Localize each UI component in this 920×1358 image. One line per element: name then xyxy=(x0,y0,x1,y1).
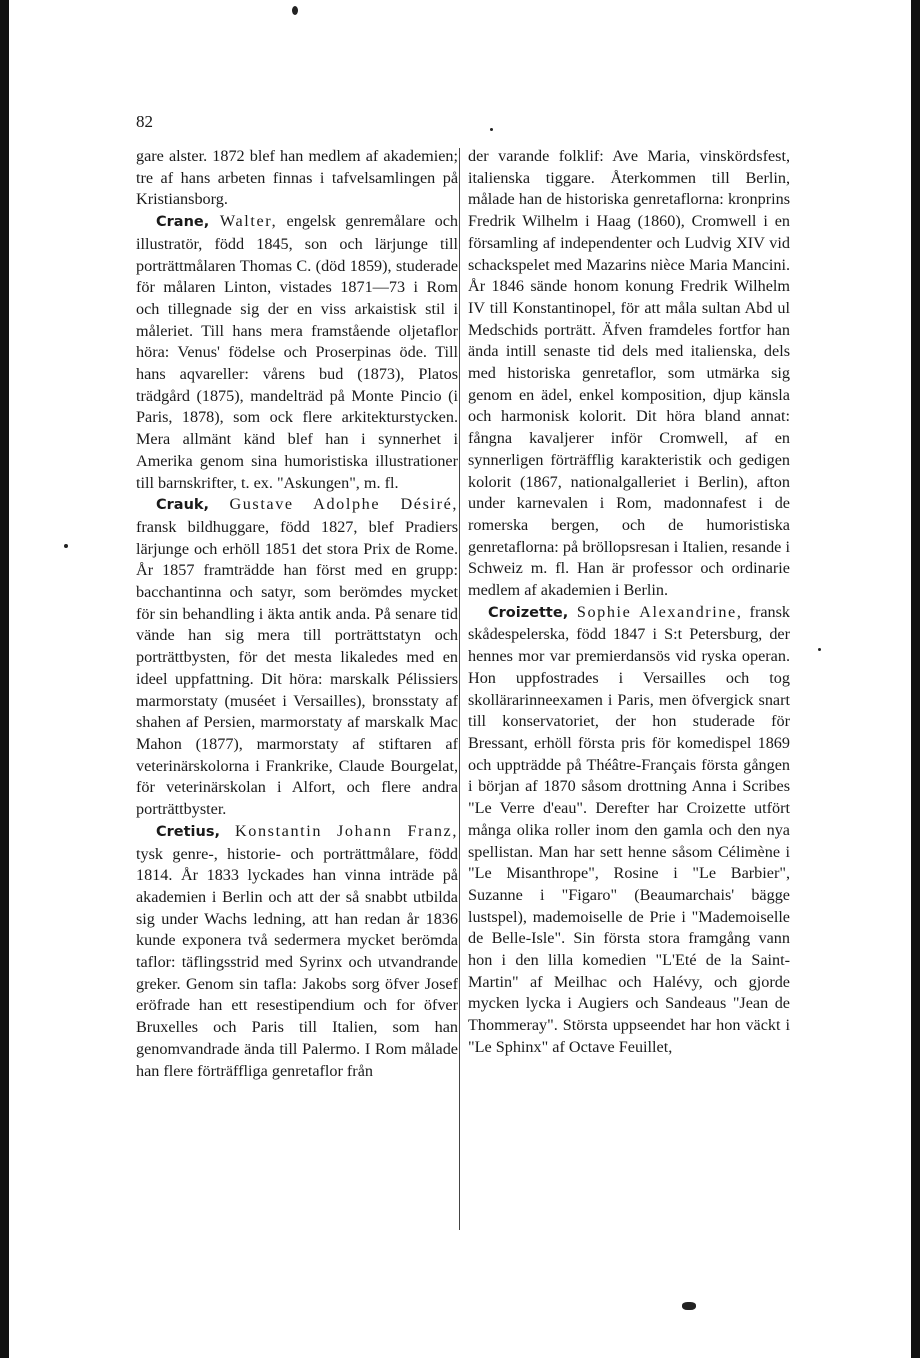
ink-speck xyxy=(682,1302,696,1310)
scan-border-left xyxy=(0,0,9,1358)
entry-crauk xyxy=(136,494,458,821)
continuation-paragraph: der varande folklif: Ave Maria, vinskördsfest, italienska tiggare. Återkommen till Berlin, målade han de historiska genretaflorna: kronprins Fredrik Wilhelm i Haag (1860), Cromwell i en församling af independenter och Ludvig XIV vid schackspelet med Mazarins nièce Maria Mancini. År 1846 sände honom konung Fredrik Wilhelm IV till Konstantinopel, för att måla sultan Abd ul Medschids porträtt. Äfven framdeles fortfor han ända intill senaste tid dels med italienska, dels med historiska genretaflor, som utmärka sig genom en ädel, enkel komposition, djup känsla och harmonisk kolorit. Dit höra bland annat: fångna kavaljerer inför Cromwell, af en synnerligen förträfflig karakteristik och gedigen kolorit (1867, nationalgalleriet i Berlin), afton under karnevalen i Rom, madonnafest i de romerska bergen, och de humoristiska genretaflorna: på bröllopsresan i Italien, resande i Schweiz m. fl. Han är professor och ordinarie medlem af akademien i Berlin. xyxy=(468,147,790,600)
headword: Crauk, xyxy=(156,497,210,514)
column-divider xyxy=(459,148,460,1230)
entry-name: Konstantin Johann Franz, xyxy=(220,821,458,840)
continuation-paragraph: gare alster. 1872 blef han medlem af akademien; tre af hans arbeten finnas i tafvelsamlingen på Kristiansborg. xyxy=(136,147,458,209)
entry-cretius xyxy=(136,821,458,1082)
entry-text: fransk bildhuggare, född 1827, blef Pradiers lärjunge och erhöll 1851 det stora Prix de Rome. År 1857 framträdde han först med en grupp: bacchantinna och satyr, som berömdes mycket för sin behandling i äkta antik anda. På senare tid vände han sig mera till porträttstatyn och porträttbysten, för det mesta likaledes med en ideel uppfattning. Dit höra: marskalk Pélissiers marmorstaty (muséet i Versailles), bronsstaty af shahen af Persien, marmorstaty af marskalk Mac Mahon (1877), marmorstaty af stiftaren af veterinärskolorna i Frankrike, Claude Bourgelat, för veterinärskolan i Alfort, och flere andra porträttbyster. xyxy=(136,517,458,819)
ink-speck xyxy=(818,648,821,651)
entry-crane xyxy=(136,211,458,494)
entry-name: Gustave Adolphe Désiré, xyxy=(209,495,458,514)
headword: Crane, xyxy=(156,214,210,231)
page-number: 82 xyxy=(136,112,153,131)
entry-text: engelsk genremålare och illustratör, född 1845, son och lärjunge till porträttmålaren Thomas C. (död 1859), studerade för målaren Linton, vistades 1871—73 i Rom och tillegnade sig der en viss arkaistisk stil i måleriet. Till hans mera framstående oljetaflor höra: Venus' födelse och Proserpinas öde. Till hans aqvareller: vårens bud (1873), Platos trädgård (1875), mandelträd på Monte Pincio (i Paris, 1878), som ock flere arkitekturstycken. Mera allmänt känd blef han i synnerhet i Amerika genom sina humoristiska illustrationer till barnskrifter, t. ex. "Askungen", m. fl. xyxy=(136,212,458,492)
left-column xyxy=(136,146,458,1231)
ink-speck xyxy=(64,544,68,548)
entry-text: fransk skådespelerska, född 1847 i S:t Petersburg, der hennes mor var premierdansös vid ryska operan. Hon uppfostrades i Versailles och tog skollärarinneexamen i Paris, men öfvergick snart till konservatoriet, der hon studerade för Bressant, erhöll första pris för komedispel 1869 och uppträdde på Théâtre-Français första gången i början af 1870 såsom drottning Anna i Scribes "Le Verre d'eau". Derefter har Croizette utfört många olika roller inom den gamla och den nya spellistan. Man har sett henne såsom Célimène i "Le Misanthrope", Rosine i "Le Barbier", Suzanne i "Figaro" (Beaumarchais' bägge lustspel), mademoiselle de Prie i "Mademoiselle de Belle-Isle". Sin första stora framgång vann hon i den lilla komedien "L'Eté de la Saint-Martin" af Meilhac och Halévy, och gjorde mycken lycka i Augiers och Sandeaus "Jean de Thommeray". Största uppseendet har hon väckt i "Le Sphinx" af Octave Feuillet, xyxy=(468,602,790,1056)
headword: Cretius, xyxy=(156,823,220,840)
entry-name: Walter, xyxy=(209,212,278,231)
ink-speck xyxy=(292,6,298,15)
headword: Croizette, xyxy=(488,604,569,621)
entry-name: Sophie Alexandrine, xyxy=(568,602,743,621)
ink-speck xyxy=(490,128,493,131)
entry-croizette xyxy=(468,602,790,1059)
scan-border-right xyxy=(911,0,920,1358)
right-column xyxy=(468,146,790,1231)
entry-text: tysk genre-, historie- och porträttmålare, född 1814. År 1833 lyckades han vinna inträde på akademien i Berlin och att der så snabbt utbilda sig under Wachs ledning, att han redan år 1836 kunde exponera två sedermera mycket berömda taflor: täflingsstrid med Syrinx och utvandrande greker. Genom sin tafla: Jakobs sorg öfver Josef eröfrade han ett resestipendium och for öfver Bruxelles och Paris till Italien, som han genomvandrade ända till Palermo. I Rom målade han flere förträffliga genretaflor från xyxy=(136,844,458,1080)
